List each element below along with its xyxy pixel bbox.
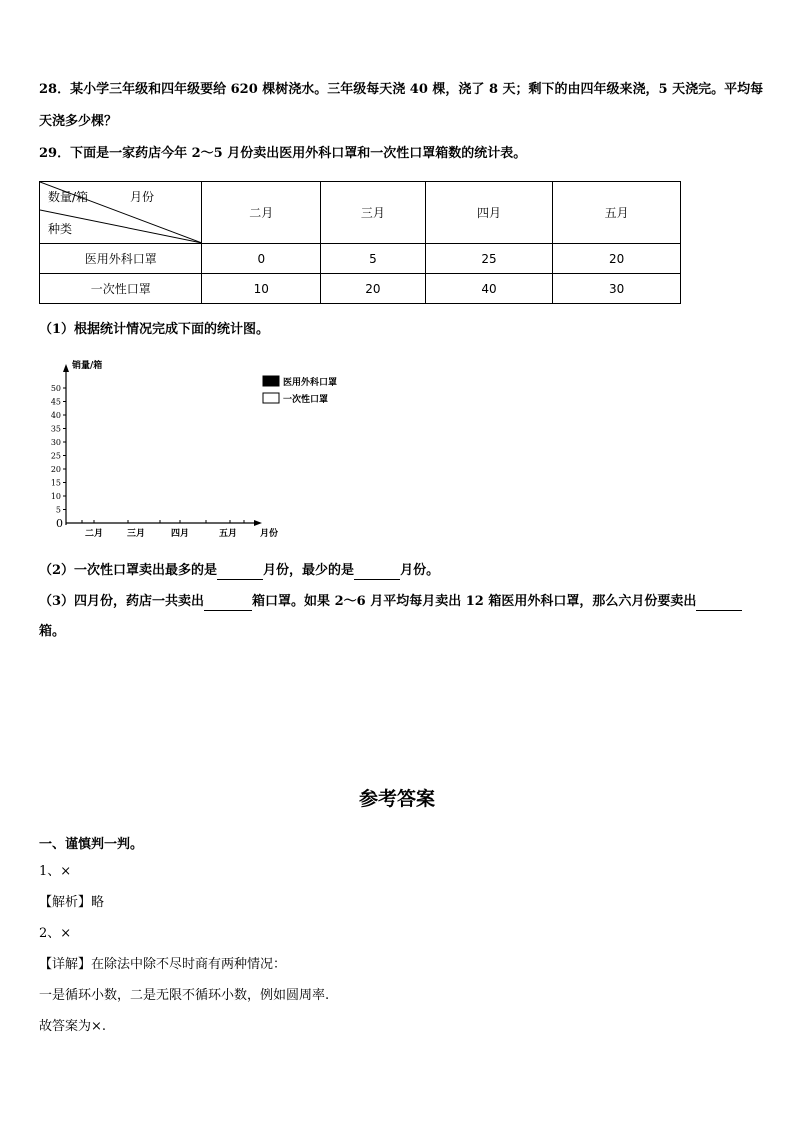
table-cell: 40 bbox=[425, 274, 553, 304]
blank-bar-chart bbox=[50, 355, 350, 545]
answer-2-line2: 一是循环小数，二是无限不循环小数，例如圆周率. bbox=[39, 988, 330, 1003]
answers-section1: 一、谨慎判一判。 bbox=[39, 837, 144, 852]
legend-label: 一次性口罩 bbox=[283, 395, 329, 405]
answer-2: 2、× bbox=[39, 926, 72, 941]
answer-blank-june[interactable] bbox=[696, 596, 742, 611]
answer-2-line3: 故答案为×. bbox=[39, 1019, 107, 1034]
answer-1-explanation: 【解析】略 bbox=[39, 895, 105, 910]
table-corner-cell bbox=[40, 182, 202, 244]
sub2-text-a: （2）一次性口罩卖出最多的是 bbox=[39, 563, 218, 578]
y-tick-label: 25 bbox=[50, 451, 61, 461]
x-category-label: 四月 bbox=[170, 529, 190, 539]
answer-blank-least[interactable] bbox=[354, 565, 400, 580]
corner-month-label: 月份 bbox=[130, 190, 155, 204]
answers-heading: 参考答案 bbox=[358, 788, 435, 810]
month-header: 四月 bbox=[425, 182, 553, 244]
legend-label: 医用外科口罩 bbox=[283, 378, 338, 388]
y-tick-label: 20 bbox=[50, 465, 61, 474]
y-tick-label: 10 bbox=[50, 492, 61, 501]
month-header: 五月 bbox=[553, 182, 681, 244]
sub3-text-c: 箱。 bbox=[39, 624, 66, 639]
stats-table bbox=[39, 181, 681, 304]
x-category-label: 三月 bbox=[126, 529, 146, 539]
table-cell: 30 bbox=[553, 274, 681, 304]
answer-1: 1、× bbox=[39, 864, 72, 879]
y-axis-arrow-icon bbox=[63, 364, 69, 372]
answer-blank-total[interactable] bbox=[204, 596, 252, 611]
month-header: 三月 bbox=[321, 182, 426, 244]
y-tick-label: 40 bbox=[50, 411, 61, 420]
row-label: 医用外科口罩 bbox=[40, 244, 202, 274]
table-cell: 20 bbox=[553, 244, 681, 274]
q28-line1: 28．某小学三年级和四年级要给 620 棵树浇水。三年级每天浇 40 棵，浇了 8 天；剩下的由四年级来浇，5 天浇完。平均每 bbox=[39, 82, 764, 97]
table-cell: 0 bbox=[202, 244, 321, 274]
x-category-label: 五月 bbox=[218, 529, 238, 539]
x-category-label: 二月 bbox=[84, 529, 104, 539]
table-cell: 20 bbox=[321, 274, 426, 304]
month-header: 二月 bbox=[202, 182, 321, 244]
q28-line2: 天浇多少棵？ bbox=[39, 114, 118, 129]
corner-quantity-label: 数量/箱 bbox=[48, 190, 89, 204]
q29-sub1: （1）根据统计情况完成下面的统计图。 bbox=[39, 322, 270, 337]
x-axis-arrow-icon bbox=[254, 520, 262, 526]
y-axis-title: 销量/箱 bbox=[72, 361, 103, 371]
table-cell: 5 bbox=[321, 244, 426, 274]
x-axis-title: 月份 bbox=[260, 529, 279, 539]
q29-sub2 bbox=[39, 562, 439, 580]
origin-label: 0 bbox=[56, 517, 63, 530]
q29-intro: 29．下面是一家药店今年 2～5 月份卖出医用外科口罩和一次性口罩箱数的统计表。 bbox=[39, 146, 527, 161]
table-row bbox=[40, 274, 681, 304]
legend-swatch bbox=[263, 393, 279, 403]
row-label: 一次性口罩 bbox=[40, 274, 202, 304]
sub3-text-b: 箱口罩。如果 2～6 月平均每月卖出 12 箱医用外科口罩，那么六月份要卖出 bbox=[252, 594, 697, 609]
y-tick-label: 30 bbox=[50, 438, 61, 447]
y-tick-label: 45 bbox=[50, 397, 61, 407]
legend-swatch bbox=[263, 376, 279, 386]
answer-2-explanation: 【详解】在除法中除不尽时商有两种情况： bbox=[39, 957, 287, 972]
sub2-text-c: 月份。 bbox=[400, 563, 440, 578]
table-row bbox=[40, 244, 681, 274]
corner-type-label: 种类 bbox=[48, 222, 73, 236]
y-tick-group bbox=[51, 384, 66, 515]
y-tick-label: 50 bbox=[50, 384, 61, 393]
q29-sub3 bbox=[39, 593, 742, 611]
y-tick-label: 5 bbox=[55, 505, 61, 515]
sub2-text-b: 月份，最少的是 bbox=[263, 563, 355, 578]
table-cell: 10 bbox=[202, 274, 321, 304]
chart-legend bbox=[263, 376, 337, 405]
sub3-text-a: （3）四月份，药店一共卖出 bbox=[39, 594, 205, 609]
y-tick-label: 15 bbox=[50, 478, 61, 488]
table-cell: 25 bbox=[425, 244, 553, 274]
y-tick-label: 35 bbox=[50, 424, 61, 434]
answer-blank-most[interactable] bbox=[217, 565, 263, 580]
